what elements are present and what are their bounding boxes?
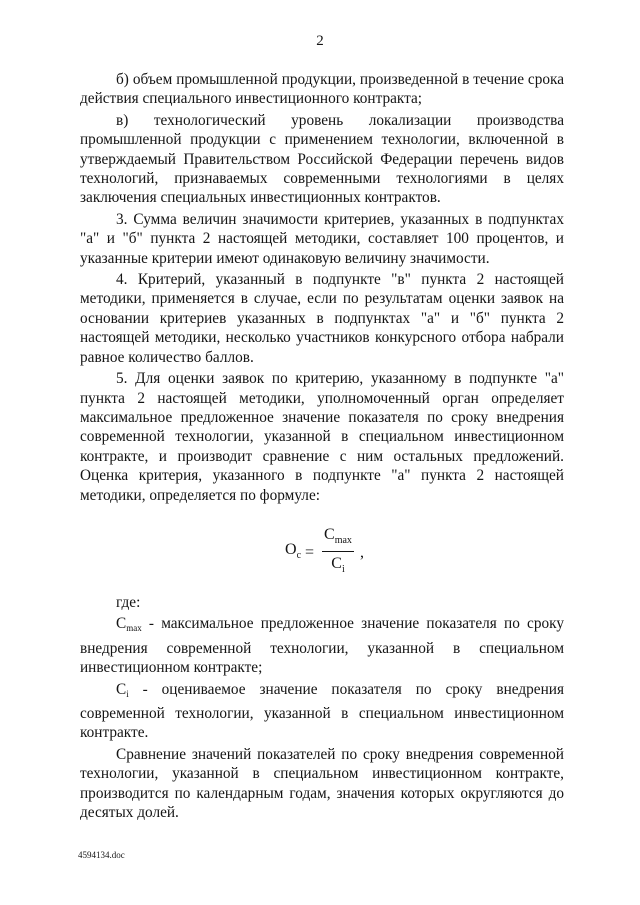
- formula: [285, 525, 364, 580]
- paragraph-point-3: 3. Сумма величин значимости критериев, указанных в подпунктах "а" и "б" пункта 2 настоящей методики, составляет 100 процентов, и указанные критерии имеют одинаковую величину значимости.: [80, 210, 564, 267]
- footer-filename: 4594134.doc: [78, 850, 125, 860]
- definition-cmax: Cmax - максимальное предложенное значение показателя по сроку внедрения современной технологии, указанной в специальном инвестиционном контракте;: [80, 615, 564, 677]
- document-body: [80, 70, 564, 824]
- where-label: где:: [116, 593, 141, 611]
- formula-lhs: $O_c$: [285, 540, 302, 561]
- paragraph-point-5: 5. Для оценки заявок по критерию, указанному в подпункте "а" пункта 2 настоящей методики, уполномоченный орган определяет максимальное предложенное значение показателя по сроку внедрения современной технологии, указанной в специальном инвестиционном контракте, и производит сравнение с ним остальных предложений. Оценка критерия, указанного в подпункте "а" пункта 2 настоящей методики, определяется по формуле:: [80, 370, 564, 504]
- paragraph-point-4: 4. Критерий, указанный в подпункте "в" пункта 2 настоящей методики, применяется в случае, если по результатам оценки заявок на основании критериев указанных в подпунктах "а" и "б" пункта 2 настоящей методики, несколько участников конкурсного отбора набрали равное количество баллов.: [80, 271, 564, 366]
- paragraph-closing: Сравнение значений показателей по сроку внедрения современной технологии, указанной в специальном инвестиционном контракте, производится по календарным годам, значения которых округляются до десятых долей.: [80, 745, 564, 821]
- definition-ci: Ci - оцениваемое значение показателя по сроку внедрения современной технологии, указанной в специальном инвестиционном контракте.: [80, 680, 564, 742]
- paragraph-item-b: б) объем промышленной продукции, произведенной в течение срока действия специального инвестиционного контракта;: [80, 71, 564, 108]
- formula-equals: =: [305, 543, 315, 561]
- formula-fraction: [322, 525, 354, 580]
- paragraph-item-v: в) технологический уровень локализации производства промышленной продукции с применением технологии, включенной в утверждаемый Правительством Российской Федерации перечень видов технологий, признаваемых современными технологиями в целях заключения специальных инвестиционных контрактов.: [80, 111, 564, 207]
- formula-comma: ,: [359, 543, 364, 561]
- page-number: 2: [316, 33, 324, 49]
- formula-denominator: $C_i$: [331, 555, 345, 576]
- formula-numerator: $C_{max}$: [322, 525, 354, 552]
- formula-block: [80, 507, 564, 593]
